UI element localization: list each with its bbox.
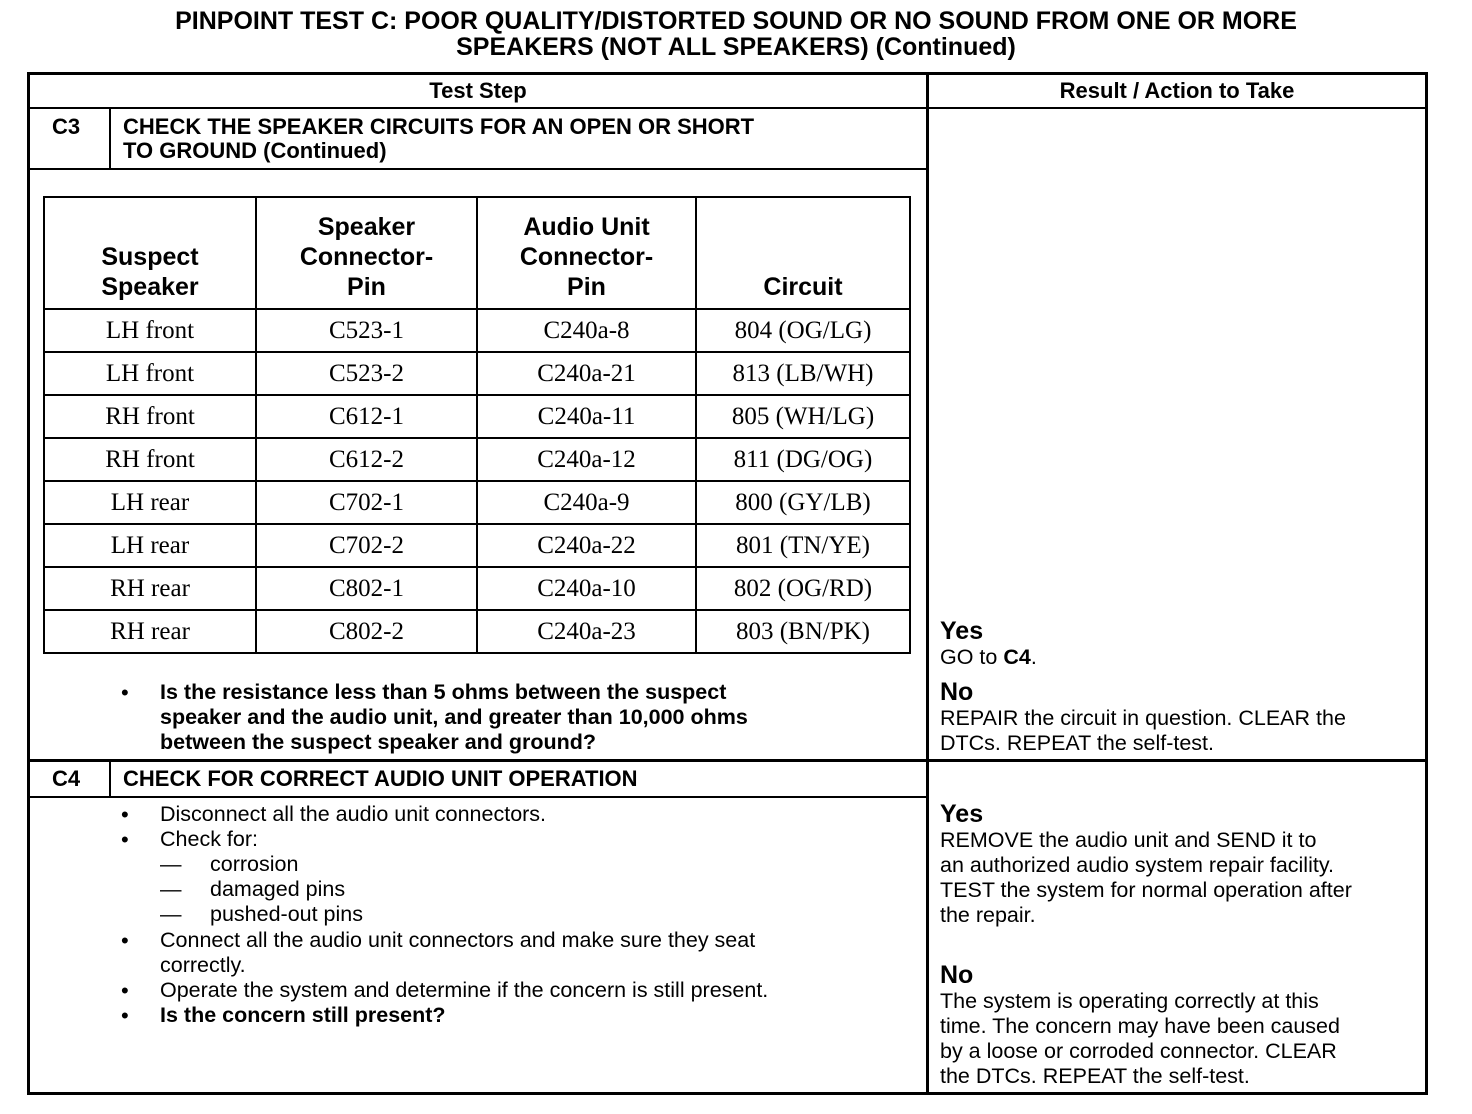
c4-yes-line3: TEST the system for normal operation after xyxy=(940,878,1352,902)
col-suspect-speaker xyxy=(44,197,256,309)
speaker-pin-cell: C702-1 xyxy=(256,481,477,524)
table-row xyxy=(44,352,910,395)
circuit-cell: 804 (OG/LG) xyxy=(696,309,910,352)
c3-yes-prefix: GO to xyxy=(940,645,1004,669)
suspect-speaker-cell: LH rear xyxy=(44,481,256,524)
col-circuit xyxy=(696,197,910,309)
suspect-speaker-cell: RH front xyxy=(44,395,256,438)
circuit-cell: 803 (BN/PK) xyxy=(696,610,910,653)
c4-code: C4 xyxy=(52,766,81,791)
c3-yes-text xyxy=(940,645,1037,670)
audio-unit-pin-cell: C240a-9 xyxy=(477,481,696,524)
audio-unit-pin-cell: C240a-21 xyxy=(477,352,696,395)
c4-title: CHECK FOR CORRECT AUDIO UNIT OPERATION xyxy=(123,766,638,791)
table-row xyxy=(44,610,910,653)
table-header-row xyxy=(44,197,910,309)
table-row xyxy=(44,438,910,481)
table-row xyxy=(44,524,910,567)
col-text: Audio Unit xyxy=(523,213,650,241)
circuit-cell: 800 (GY/LB) xyxy=(696,481,910,524)
speaker-pin-cell: C702-2 xyxy=(256,524,477,567)
c4-bullet-4-glyph: • xyxy=(121,978,129,1003)
header-divider xyxy=(27,107,1428,109)
audio-unit-pin-cell: C240a-12 xyxy=(477,438,696,481)
circuit-cell: 801 (TN/YE) xyxy=(696,524,910,567)
speaker-circuit-table xyxy=(43,196,911,654)
page-title-line2: SPEAKERS (NOT ALL SPEAKERS) (Continued) xyxy=(456,33,1016,61)
c3-question-bullet: • xyxy=(121,680,129,705)
speaker-pin-cell: C523-2 xyxy=(256,352,477,395)
speaker-pin-cell: C612-1 xyxy=(256,395,477,438)
c4-no-line3: by a loose or corroded connector. CLEAR xyxy=(940,1039,1337,1063)
c4-no-line2: time. The concern may have been caused xyxy=(940,1014,1340,1038)
col-text: Speaker xyxy=(101,273,199,301)
c4-sub-2: damaged pins xyxy=(210,877,346,901)
column-divider xyxy=(926,72,929,1095)
header-test-step: Test Step xyxy=(429,78,527,103)
c4-bullet-5-glyph: • xyxy=(121,1003,129,1028)
c4-no-line4: the DTCs. REPEAT the self-test. xyxy=(940,1064,1250,1088)
c4-bullet-1: Disconnect all the audio unit connectors. xyxy=(160,802,547,826)
speaker-pin-cell: C802-1 xyxy=(256,567,477,610)
audio-unit-pin-cell: C240a-23 xyxy=(477,610,696,653)
c4-no-line1: The system is operating correctly at this xyxy=(940,989,1319,1013)
c4-yes-line4: the repair. xyxy=(940,903,1036,927)
c4-yes-line1: REMOVE the audio unit and SEND it to xyxy=(940,828,1317,852)
c4-sub-2-dash: — xyxy=(160,877,182,901)
suspect-speaker-cell: RH rear xyxy=(44,567,256,610)
c3-yes-suffix: . xyxy=(1030,645,1037,669)
c4-yes-line2: an authorized audio system repair facility. xyxy=(940,853,1334,877)
col-text: Connector- xyxy=(519,243,654,271)
table-row xyxy=(44,309,910,352)
col-text: Suspect xyxy=(101,243,199,271)
frame-left xyxy=(27,72,30,1095)
header-result: Result / Action to Take xyxy=(1059,78,1295,103)
table-row xyxy=(44,481,910,524)
speaker-pin-cell: C802-2 xyxy=(256,610,477,653)
frame-top xyxy=(27,72,1428,75)
speaker-pin-cell: C523-1 xyxy=(256,309,477,352)
suspect-speaker-cell: LH rear xyxy=(44,524,256,567)
c3-no-label: No xyxy=(940,678,974,706)
c3-question-line3: between the suspect speaker and ground? xyxy=(160,730,597,754)
c3-code-divider xyxy=(109,108,111,169)
c4-bullet-2-glyph: • xyxy=(121,827,129,852)
step-divider xyxy=(27,759,1428,762)
c4-bullet-5: Is the concern still present? xyxy=(160,1003,446,1027)
suspect-speaker-cell: LH front xyxy=(44,352,256,395)
col-text: Speaker xyxy=(317,213,416,241)
c4-code-divider xyxy=(109,761,111,797)
c3-no-line1: REPAIR the circuit in question. CLEAR the xyxy=(940,706,1346,730)
c3-question-line1: Is the resistance less than 5 ohms between the suspect xyxy=(160,680,727,704)
audio-unit-pin-cell: C240a-10 xyxy=(477,567,696,610)
c4-yes-label: Yes xyxy=(940,800,984,828)
c4-bullet-3-glyph: • xyxy=(121,928,129,953)
c4-bullet-2: Check for: xyxy=(160,827,258,851)
c3-yes-target: C4 xyxy=(1003,645,1031,669)
c3-title-divider xyxy=(27,168,928,170)
c4-bullet-3-line1: Connect all the audio unit connectors and make sure they seat xyxy=(160,928,756,952)
circuit-cell: 802 (OG/RD) xyxy=(696,567,910,610)
c3-question-line2: speaker and the audio unit, and greater than 10,000 ohms xyxy=(160,705,748,729)
col-text: Pin xyxy=(567,273,606,301)
c3-code: C3 xyxy=(52,114,81,139)
c4-sub-1: corrosion xyxy=(210,852,299,876)
col-text: Pin xyxy=(347,273,386,301)
audio-unit-pin-cell: C240a-11 xyxy=(477,395,696,438)
c4-title-divider xyxy=(27,796,928,798)
col-speaker-connector-pin xyxy=(256,197,477,309)
col-text: Connector- xyxy=(299,243,434,271)
c4-bullet-1-glyph: • xyxy=(121,802,129,827)
circuit-cell: 811 (DG/OG) xyxy=(696,438,910,481)
suspect-speaker-cell: LH front xyxy=(44,309,256,352)
c3-title-line2: TO GROUND (Continued) xyxy=(123,138,387,163)
frame-right xyxy=(1425,72,1428,1095)
c3-title-line1: CHECK THE SPEAKER CIRCUITS FOR AN OPEN OR SHORT xyxy=(123,114,755,139)
speaker-pin-cell: C612-2 xyxy=(256,438,477,481)
circuit-cell: 813 (LB/WH) xyxy=(696,352,910,395)
audio-unit-pin-cell: C240a-8 xyxy=(477,309,696,352)
suspect-speaker-cell: RH rear xyxy=(44,610,256,653)
frame-bottom xyxy=(27,1092,1428,1095)
c4-sub-3: pushed-out pins xyxy=(210,902,363,926)
page-title-line1: PINPOINT TEST C: POOR QUALITY/DISTORTED SOUND OR NO SOUND FROM ONE OR MORE xyxy=(175,7,1297,35)
circuit-cell: 805 (WH/LG) xyxy=(696,395,910,438)
col-text: Circuit xyxy=(763,273,843,301)
c4-sub-1-dash: — xyxy=(160,852,182,876)
c4-sub-3-dash: — xyxy=(160,902,182,926)
c3-no-line2: DTCs. REPEAT the self-test. xyxy=(940,731,1214,755)
c3-yes-label: Yes xyxy=(940,617,984,645)
suspect-speaker-cell: RH front xyxy=(44,438,256,481)
audio-unit-pin-cell: C240a-22 xyxy=(477,524,696,567)
table-row xyxy=(44,395,910,438)
c4-bullet-3-line2: correctly. xyxy=(160,953,246,977)
c4-no-label: No xyxy=(940,961,974,989)
col-audio-unit-connector-pin xyxy=(477,197,696,309)
table-row xyxy=(44,567,910,610)
c4-bullet-4: Operate the system and determine if the concern is still present. xyxy=(160,978,769,1002)
